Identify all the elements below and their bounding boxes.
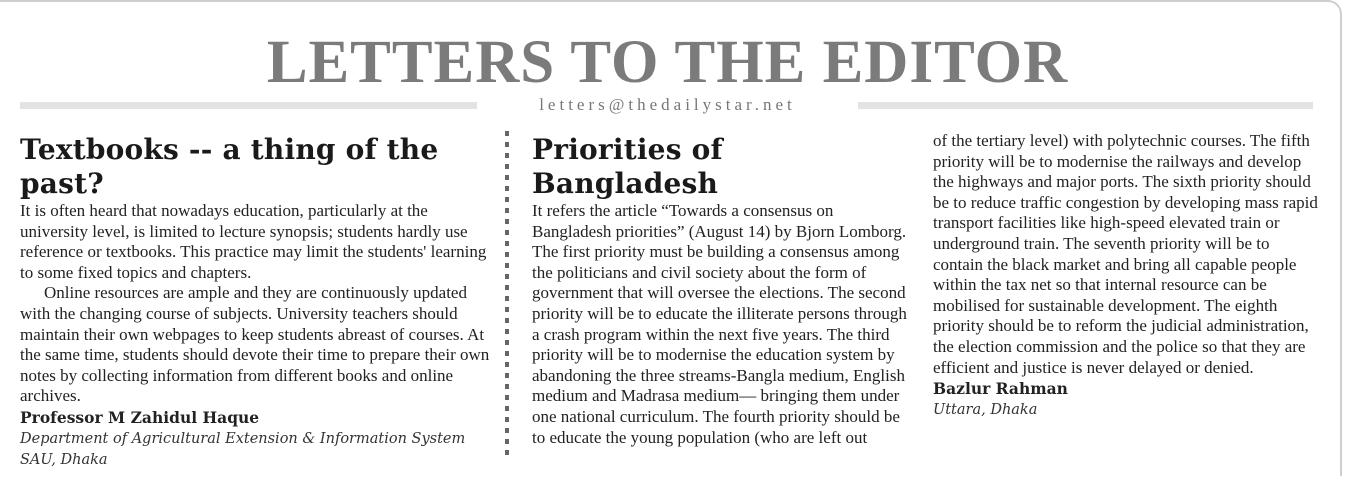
letter-author: Professor M Zahidul Haque: [20, 407, 260, 427]
letter-paragraph: of the tertiary level) with polytechnic courses. The fifth priority will be to modernise the railways and develop the highways and major ports. The sixth priority should be to reduce traffic congestion by developing mass rapid transport facilities like high-speed elevated train or underground train. The seventh priority will be to contain the black market and bring all capable people within the tax net so that internal resource can be mobilised for sustainable development. The eighth priority should be to reform the judicial administration, the election commission and the police so that they are efficient and justice is never delayed or denied.: [933, 131, 1318, 377]
column-divider: [505, 131, 509, 461]
header-rule-left: [20, 102, 477, 109]
letter-location: Uttara, Dhaka: [933, 402, 1038, 419]
letter-location: SAU, Dhaka: [20, 451, 108, 468]
header-rule-right: [858, 102, 1313, 109]
section-title: LETTERS TO THE EDITOR: [266, 29, 1069, 96]
letter-affiliation: Department of Agricultural Extension & Information System: [20, 430, 466, 447]
letter-headline: Priorities of Bangladesh: [532, 133, 723, 200]
letter-textbooks: [20, 133, 490, 471]
editor-email: letters@thedailystar.net: [539, 95, 796, 114]
letter-priorities-continued: [933, 131, 1318, 421]
letter-priorities: [532, 133, 912, 448]
letter-author: Bazlur Rahman: [933, 379, 1068, 399]
letter-paragraph: Online resources are ample and they are continuously updated with the changing course of subjects. University teachers should maintain their own webpages to keep students abreast of courses. At the same time, students should devote their time to prepare their own notes by collecting information from different books and online archives.: [20, 283, 490, 406]
letter-paragraph: It refers the article “Towards a consensus on Bangladesh priorities” (August 14) by Bjorn Lomborg. The first priority must be building a consensus among the politicians and civil society about the form of government that will oversee the elections. The second priority will be to educate the illiterate persons through a crash program within the next five years. The third priority will be to modernise the education system by abandoning the three streams-Bangla medium, English medium and Madrasa medium— bringing them under one national curriculum. The fourth priority should be to educate the young population (who are left out: [532, 201, 907, 447]
letter-paragraph: It is often heard that nowadays education, particularly at the university level, is limited to lecture synopsis; students hardly use reference or textbooks. This practice may limit the students' learning to some fixed topics and chapters.: [20, 201, 487, 282]
letter-headline: Textbooks -- a thing of the past?: [20, 133, 439, 200]
